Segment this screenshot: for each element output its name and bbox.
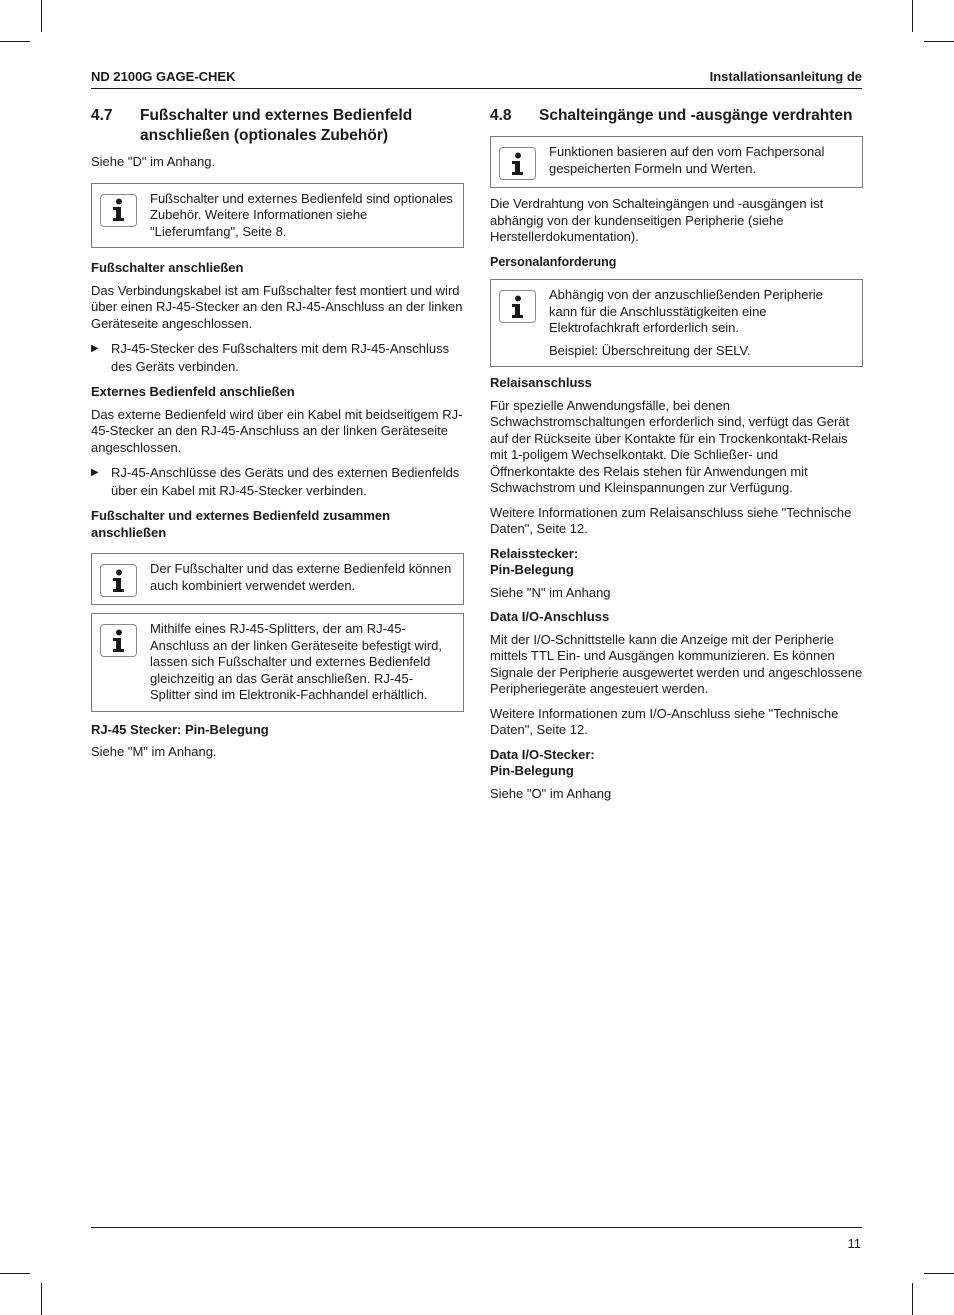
crop-mark: [924, 41, 954, 42]
paragraph: Siehe "N" im Anhang: [490, 584, 611, 600]
info-note: [490, 136, 863, 188]
heading-line: Pin-Belegung: [490, 562, 574, 577]
info-note: [91, 183, 464, 249]
info-icon: [499, 290, 536, 323]
section-title: Schalteingänge und -ausgänge verdrahten: [539, 107, 853, 124]
right-column: [490, 106, 863, 810]
subheading-combined: Fußschalter und externes Bedienfeld zusammen anschließen: [91, 508, 391, 540]
instruction-step: [91, 464, 464, 500]
subheading-footswitch: Fußschalter anschließen: [91, 260, 244, 275]
product-title: ND 2100G GAGE-CHEK: [91, 69, 236, 84]
instruction-step: [91, 340, 464, 376]
paragraph: Weitere Informationen zum I/O-Anschluss siehe "Technische Daten", Seite 12.: [490, 705, 839, 737]
info-icon: [100, 624, 137, 657]
paragraph: Das Verbindungskabel ist am Fußschalter fest montiert und wird über einen RJ-45-Stecker an den RJ-45-Anschluss an der linken Geräteseite angeschlossen.: [91, 282, 463, 331]
triangle-right-icon: ▶: [91, 467, 99, 478]
crop-mark: [912, 1283, 913, 1315]
instruction-text: RJ-45-Anschlüsse des Geräts und des externen Bedienfelds über ein Kabel mit RJ-45-Stecker verbinden.: [111, 465, 460, 498]
paragraph: Die Verdrahtung von Schalteingängen und -ausgängen ist abhängig von der kundenseitigen Peripherie (siehe Herstellerdokumentation).: [490, 196, 824, 244]
info-note: [490, 279, 863, 367]
paragraph: Mit der I/O-Schnittstelle kann die Anzeige mit der Peripherie mittels TTL Ein- und Ausgängen kommunizieren. Es können Signale der Peripherie ausgewertet werden und angeschlossene Peripheriegeräte angesteuert werden.: [490, 631, 863, 696]
note-text: Fußschalter und externes Bedienfeld sind optionales Zubehör. Weitere Informationen siehe "Lieferumfang", Seite 8.: [150, 190, 453, 239]
footer-rule: [91, 1227, 862, 1228]
section-number: 4.8: [490, 107, 512, 124]
section-heading: [91, 106, 464, 146]
heading-line: Pin-Belegung: [490, 763, 574, 778]
document-title: Installationsanleitung de: [709, 69, 862, 84]
crop-mark: [0, 1273, 30, 1274]
info-note: [91, 553, 464, 605]
page-number: 11: [847, 1236, 861, 1251]
paragraph: Siehe "M" im Anhang.: [91, 744, 217, 759]
intro-text: Siehe "D" im Anhang.: [91, 154, 216, 169]
page-header: [91, 69, 862, 89]
crop-mark: [41, 1283, 42, 1315]
subheading-data-io: Data I/O-Anschluss: [490, 609, 610, 624]
note-example: Beispiel: Überschreitung der SELV.: [549, 342, 751, 358]
note-text: Der Fußschalter und das externe Bedienfeld können auch kombiniert verwendet werden.: [150, 561, 452, 593]
left-column: [91, 106, 464, 769]
info-icon: [100, 564, 137, 597]
heading-line: Data I/O-Stecker:: [490, 746, 595, 762]
personnel-requirement-heading: Personalanforderung: [490, 254, 617, 269]
info-icon: [499, 147, 536, 180]
section-number: 4.7: [91, 107, 113, 124]
info-icon: [100, 194, 137, 227]
paragraph: Für spezielle Anwendungsfälle, bei denen Schwachstromschaltungen erforderlich sind, verfügt das Gerät auf der Rückseite über Kontakte für ein Trockenkontakt-Relais mit 1-poligem Wechselkontakt. Die Schließer- und Öffnerkontakte des Relais stehen für Anwendungen mit Schwachstrom und Kleinspannungen zur Verfügung.: [490, 397, 850, 495]
note-text: Funktionen basieren auf den vom Fachpersonal gespeicherten Formeln und Werten.: [549, 144, 825, 176]
section-heading: [490, 106, 863, 126]
subheading-relay: Relaisanschluss: [490, 375, 592, 390]
subheading-external-panel: Externes Bedienfeld anschließen: [91, 384, 295, 399]
subheading-relay-connector: [490, 546, 863, 579]
crop-mark: [0, 41, 30, 42]
paragraph: Das externe Bedienfeld wird über ein Kabel mit beidseitigem RJ-45-Stecker an den RJ-45-Anschluss an der linken Geräteseite angeschlossen.: [91, 406, 463, 455]
paragraph: Weitere Informationen zum Relaisanschluss siehe "Technische Daten", Seite 12.: [490, 504, 852, 536]
subheading-data-io-connector: [490, 747, 863, 780]
instruction-text: RJ-45-Stecker des Fußschalters mit dem RJ-45-Anschluss des Geräts verbinden.: [111, 341, 450, 374]
subheading-rj45: RJ-45 Stecker: Pin-Belegung: [91, 721, 269, 737]
triangle-right-icon: ▶: [91, 343, 99, 354]
crop-mark: [924, 1273, 954, 1274]
info-note: [91, 613, 464, 712]
section-title: Fußschalter und externes Bedienfeld anschließen (optionales Zubehör): [140, 107, 413, 144]
note-text: Abhängig von der anzuschließenden Peripherie kann für die Anschlusstätigkeiten eine Elektrofachkraft erforderlich sein.: [549, 287, 823, 335]
crop-mark: [912, 0, 913, 32]
crop-mark: [41, 0, 42, 32]
paragraph: Siehe "O" im Anhang: [490, 785, 612, 801]
note-text: Mithilfe eines RJ-45-Splitters, der am RJ-45-Anschluss an der linken Geräteseite befestigt wird, lassen sich Fußschalter und externes Bedienfeld gleichzeitig an das Gerät anschließen. RJ-45-Splitter sind im Elektronik-Fachhandel erhältlich.: [150, 621, 442, 702]
heading-line: Relaisstecker:: [490, 545, 579, 561]
